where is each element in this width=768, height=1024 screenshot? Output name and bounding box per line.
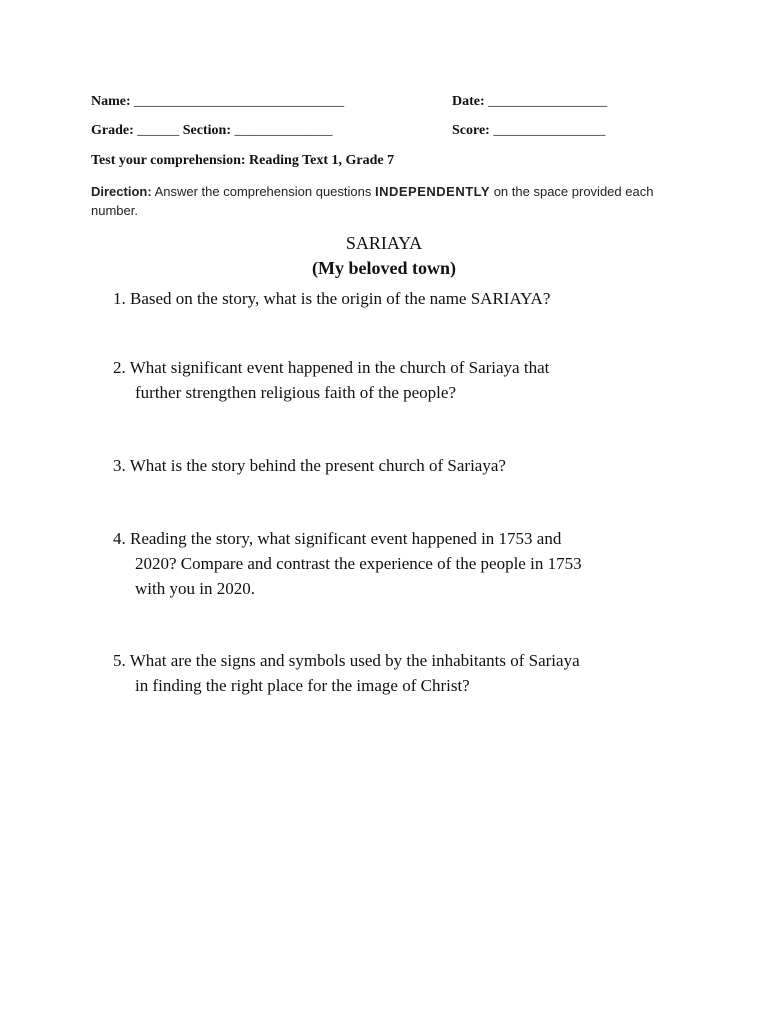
question-number: 4. xyxy=(113,529,126,548)
question-text: What significant event happened in the church of Sariaya that xyxy=(125,358,550,377)
direction-text xyxy=(91,182,681,220)
grade-section-field xyxy=(91,123,332,139)
date-field xyxy=(452,94,607,110)
question-number: 5. xyxy=(113,651,126,670)
grade-blank: ______ xyxy=(137,123,180,138)
name-label: Name: xyxy=(91,94,131,109)
question-text-continued: further strengthen religious faith of the people? xyxy=(135,383,456,402)
score-blank: ________________ xyxy=(493,123,606,138)
question-item xyxy=(113,355,713,405)
direction-before: Answer the comprehension questions xyxy=(151,184,375,199)
question-item xyxy=(113,648,713,698)
question-text: Based on the story, what is the origin of the name SARIAYA? xyxy=(125,289,551,308)
question-item xyxy=(113,286,713,311)
section-blank: ______________ xyxy=(234,123,333,138)
direction-label: Direction: xyxy=(91,184,152,199)
story-subtitle: (My beloved town) xyxy=(312,258,456,278)
question-text: What is the story behind the present church of Sariaya? xyxy=(125,456,506,475)
section-label: Section: xyxy=(182,123,231,138)
question-number: 3. xyxy=(113,456,126,475)
question-number: 2. xyxy=(113,358,126,377)
question-text: Reading the story, what significant event happened in 1753 and xyxy=(125,529,562,548)
grade-label: Grade: xyxy=(91,123,134,138)
question-text-continued: 2020? Compare and contrast the experience of the people in 1753 xyxy=(135,554,582,573)
question-text-continued: in finding the right place for the image of Christ? xyxy=(135,676,470,695)
name-blank: ______________________________ xyxy=(134,94,345,109)
direction-after: on the space provided each number. xyxy=(91,184,654,218)
date-blank: _________________ xyxy=(488,94,608,109)
direction-emphasis: INDEPENDENTLY xyxy=(374,184,491,199)
question-text: What are the signs and symbols used by the inhabitants of Sariaya xyxy=(125,651,580,670)
date-label: Date: xyxy=(452,94,485,109)
name-field xyxy=(91,94,344,110)
test-heading: Test your comprehension: Reading Text 1, Grade 7 xyxy=(91,153,395,168)
score-field xyxy=(452,123,605,139)
score-label: Score: xyxy=(452,123,490,138)
question-item xyxy=(113,526,713,601)
question-text-continued: with you in 2020. xyxy=(135,579,255,598)
question-item xyxy=(113,453,713,478)
story-title: SARIAYA xyxy=(345,233,423,253)
question-number: 1. xyxy=(113,289,126,308)
